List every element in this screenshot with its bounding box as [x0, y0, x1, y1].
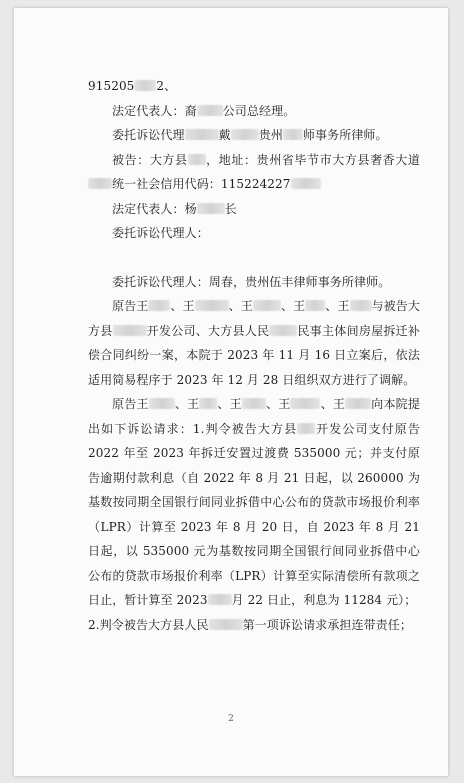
redacted-text: [350, 300, 372, 311]
text-run: 委托诉讼代理: [112, 128, 185, 142]
redacted-text: [291, 178, 321, 189]
text-run: 、王: [217, 397, 242, 411]
text-run: 2.判令被告大方县人民: [88, 617, 209, 632]
redacted-text: [134, 80, 156, 91]
text-run: 915205: [88, 79, 135, 93]
paragraph-l5: [88, 197, 420, 222]
redacted-text: [199, 398, 217, 409]
redacted-text: [253, 300, 281, 311]
blank-line: [88, 246, 420, 270]
redacted-text: [149, 398, 175, 409]
redacted-text: [188, 154, 206, 165]
redacted-text: [148, 300, 170, 311]
redacted-text: [283, 129, 303, 140]
text-run: 法定代表人：裔: [112, 103, 197, 118]
text-run: 与被告大方县: [88, 299, 420, 338]
redacted-text: [242, 398, 266, 409]
redacted-text: [195, 300, 229, 311]
text-run: 委托诉讼代理人：: [112, 226, 209, 240]
redacted-text: [113, 325, 147, 336]
text-run: 2、: [156, 79, 177, 93]
paragraph-l3: [88, 123, 420, 148]
text-run: 公司总经理。: [222, 103, 296, 118]
redacted-text: [209, 619, 243, 630]
redacted-text: [231, 129, 259, 140]
text-run: 原告王: [112, 397, 149, 411]
text-run: 原告王: [112, 299, 149, 313]
text-run: 、王: [228, 299, 253, 313]
page-number: 2: [228, 714, 234, 724]
paragraph-l7: [88, 270, 420, 295]
text-run: 开发公司支付原告 2022 年至 2023 年拆迁安置过渡费 535000 元；并支付原告逾期付款利息（自 2022 年 8 月 21 日起，以 260000 为基数按同期全国银行间同业拆借中心公布的贷款市场报价利率（LPR）计算至 2023 年 8 月 20 日，自 2023 年 8 月 21 日起，以 535000 元为基数按同期全国银行间同业拆借中心公布的贷款市场报价利率（LPR）计算至实际清偿所有款项之日止，暂计算至 2023: [88, 421, 420, 607]
redacted-text: [88, 178, 112, 189]
redacted-text: [269, 325, 297, 336]
text-run: 戴: [218, 128, 231, 142]
redacted-text: [185, 129, 219, 140]
paragraph-l8: [88, 294, 420, 392]
text-run: 委托诉讼代理人：周春，贵州伍丰律师事务所律师。: [112, 274, 391, 289]
document-body: [88, 74, 420, 637]
text-run: 第一项诉讼请求承担连带责任；: [242, 617, 412, 632]
text-run: 、王: [265, 397, 291, 411]
redacted-text: [290, 398, 320, 409]
text-run: 向本院提出如下诉讼请求：1.判令被告大方县: [88, 397, 420, 436]
paragraph-l4: [88, 148, 420, 197]
text-run: 贵州: [258, 128, 283, 142]
paragraph-l2: [88, 99, 420, 124]
paragraph-l10: [88, 613, 420, 638]
paragraph-l9: [88, 392, 420, 613]
redacted-text: [197, 203, 225, 214]
text-run: ，地址：贵州省毕节市大方县奢香大道: [205, 152, 420, 167]
redacted-text: [297, 423, 315, 434]
text-run: 民事主体间房屋拆迁补偿合同纠纷一案，本院于 2023 年 11 月 16 日立案后，依法适用简易程序于 2023 年 12 月 28 日组织双方进行了调解。: [88, 323, 420, 387]
text-run: 开发公司、大方县人民: [146, 323, 270, 338]
redacted-text: [208, 594, 232, 605]
text-run: 长: [224, 201, 237, 216]
paragraph-l1: [88, 74, 420, 99]
paragraph-l6: [88, 221, 420, 246]
text-run: 师事务所律师。: [302, 128, 388, 142]
text-run: 、王: [170, 299, 195, 313]
text-run: 、王: [280, 299, 306, 313]
text-run: 被告：大方县: [112, 152, 188, 167]
text-run: 、王: [320, 397, 346, 411]
text-run: 法定代表人：杨: [112, 201, 197, 216]
redacted-text: [197, 105, 223, 116]
text-run: 统一社会信用代码：115224227: [112, 177, 291, 191]
text-run: 、王: [325, 299, 350, 313]
document-page: [14, 8, 448, 776]
text-run: 、王: [174, 397, 200, 411]
redacted-text: [305, 300, 325, 311]
redacted-text: [345, 398, 371, 409]
text-run: 月 22 日止，利息为 11284 元）；: [231, 593, 417, 607]
